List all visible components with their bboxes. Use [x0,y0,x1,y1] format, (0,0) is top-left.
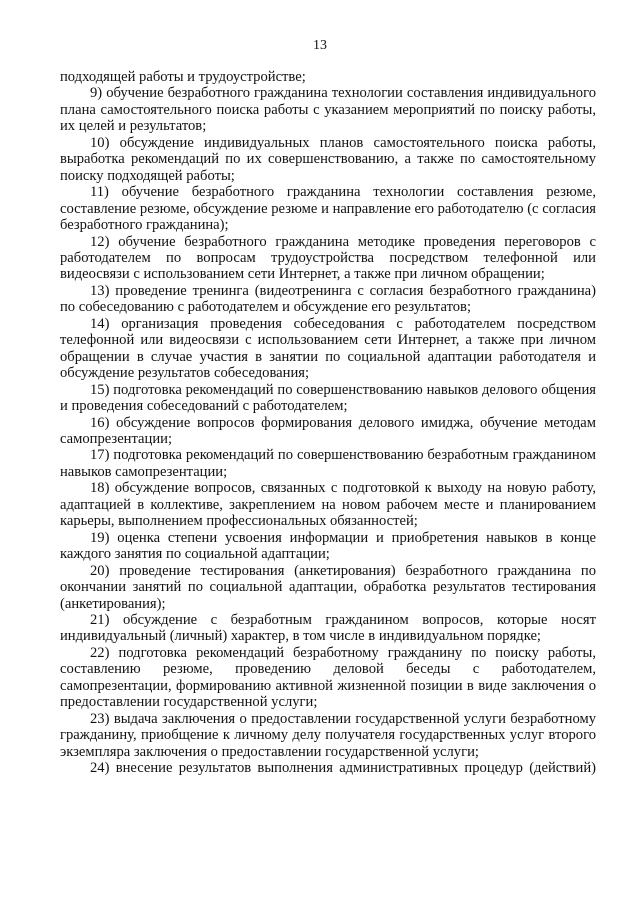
list-item-21: 21) обсуждение с безработным гражданином вопросов, которые носят индивидуальный (личный) характер, в том числе в индивидуальном порядке; [60,611,596,645]
list-item-13: 13) проведение тренинга (видеотренинга с согласия безработного гражданина) по собеседованию с работодателем и обсуждение его результатов; [60,282,596,316]
body-text [60,69,596,776]
list-item-18: 18) обсуждение вопросов, связанных с подготовкой к выходу на новую работу, адаптацией в коллективе, закреплением на новом рабочем месте и планированием карьеры, выполнением профессиональных обязанностей; [60,480,596,530]
paragraph-continuation: подходящей работы и трудоустройстве; [60,69,306,85]
list-item-24: 24) внесение результатов выполнения административных процедур (действий) [90,760,596,777]
list-item-11: 11) обучение безработного гражданина технологии составления резюме, составление резюме, обсуждение резюме и направление его работодателю (с согласия безработного гражданина); [60,184,596,234]
list-item-17: 17) подготовка рекомендаций по совершенствованию безработным гражданином навыков самопрезентации; [60,447,596,480]
page-number: 13 [313,38,327,53]
list-item-9: 9) обучение безработного гражданина технологии составления индивидуального плана самостоятельного поиска работы с указанием мероприятий по поиску работы, их целей и результатов; [60,85,596,135]
list-item-14: 14) организация проведения собеседования с работодателем посредством телефонной или видеосвязи с использованием сети Интернет, а также при личном обращении в случае участия в занятии по социальной адаптации работодателя и обсуждение результатов собеседования; [60,315,596,382]
list-item-19: 19) оценка степени усвоения информации и приобретения навыков в конце каждого занятия по социальной адаптации; [60,529,596,563]
list-item-15: 15) подготовка рекомендаций по совершенствованию навыков делового общения и проведения собеседований с работодателем; [60,381,596,415]
list-item-20: 20) проведение тестирования (анкетирования) безработного гражданина по окончании занятий по социальной адаптации, обработка результатов тестирования (анкетирования); [60,562,596,612]
list-item-16: 16) обсуждение вопросов формирования делового имиджа, обучение методам самопрезентации; [60,414,596,447]
list-item-10: 10) обсуждение индивидуальных планов самостоятельного поиска работы, выработка рекомендаций по их совершенствованию, а также по самостоятельному поиску подходящей работы; [60,134,596,184]
list-item-12: 12) обучение безработного гражданина методике проведения переговоров с работодателем по вопросам трудоустройства посредством телефонной или видеосвязи с использованием сети Интернет, а также при личном обращении; [60,233,596,283]
list-item-23: 23) выдача заключения о предоставлении государственной услуги безработному гражданину, приобщение к личному делу получателя государственных услуг второго экземпляра заключения о предоставлении государственной услуги; [60,710,596,760]
list-item-22: 22) подготовка рекомендаций безработному гражданину по поиску работы, составлению резюме, проведению деловой беседы с работодателем, самопрезентации, формированию активной жизненной позиции в виде заключения о предоставлении государственной услуги; [60,644,596,711]
